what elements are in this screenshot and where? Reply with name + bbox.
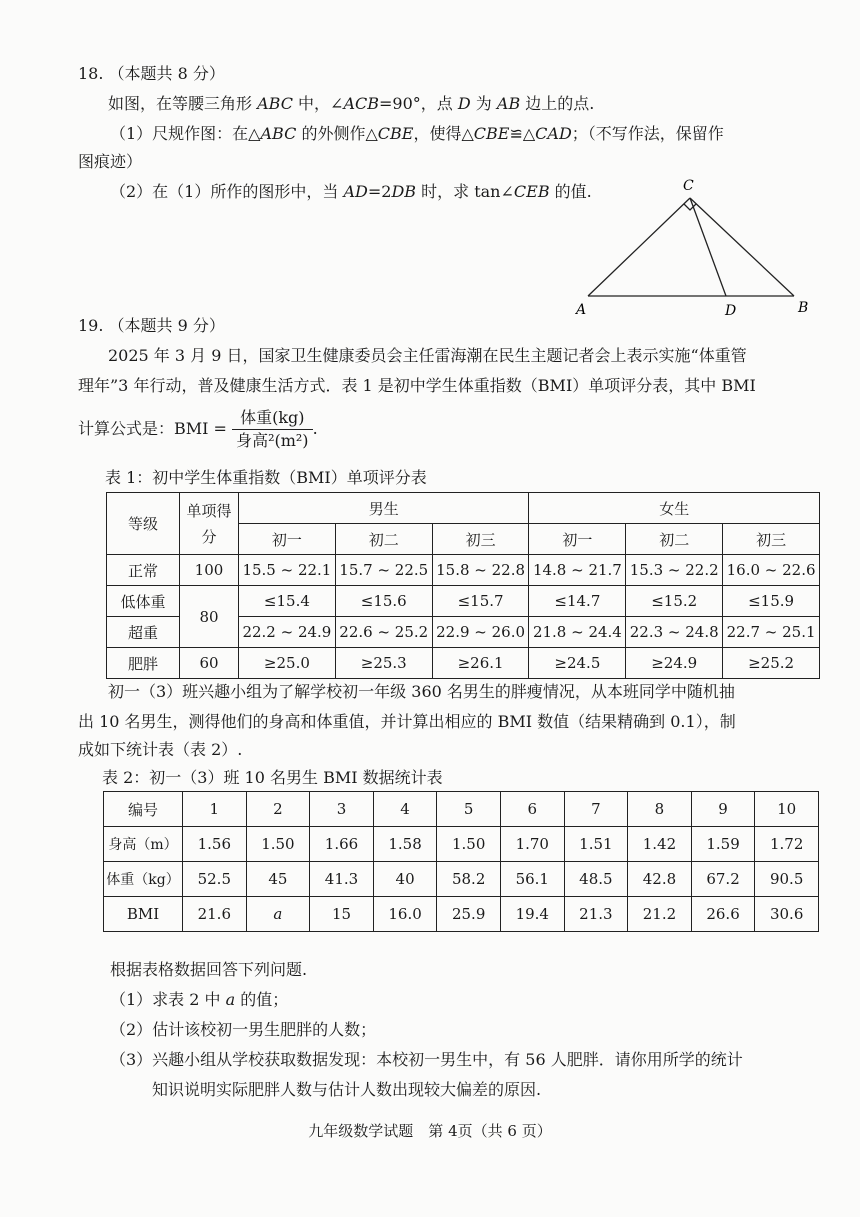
t1-year: 初三 (723, 524, 820, 555)
t1-header-score: 单项得分 (180, 493, 239, 555)
t1-cell: ≤15.9 (723, 586, 820, 617)
t2-row-label: 身高（m） (104, 827, 183, 862)
t1-cell: ≤15.4 (239, 586, 336, 617)
t1-cell: ≤15.2 (626, 586, 723, 617)
t2-cell: 1.56 (183, 827, 247, 862)
t2-cell: 1.66 (310, 827, 374, 862)
segment-cd (690, 198, 726, 296)
t1-cell: ≥24.5 (529, 648, 626, 679)
t1-cell: 22.3 ~ 24.8 (626, 617, 723, 648)
t2-cell: 1.42 (628, 827, 692, 862)
t1-header-female: 女生 (529, 493, 820, 524)
t2-cell: 1.50 (246, 827, 310, 862)
t2-row-label: BMI (104, 897, 183, 932)
t1-score: 60 (180, 648, 239, 679)
table-row (104, 897, 819, 932)
bmi-data-table (103, 791, 819, 932)
table2-caption: 表 2：初一（3）班 10 名男生 BMI 数据统计表 (102, 768, 443, 787)
q18-part1: （1）尺规作图：在△ABC 的外侧作△CBE，使得△CBE≌△CAD；（不写作法，保留作 (110, 124, 724, 143)
t1-score: 100 (180, 555, 239, 586)
t1-cell: ≥26.1 (432, 648, 529, 679)
q19-part3-line1: （3）兴趣小组从学校获取数据发现：本校初一男生中，有 56 人肥胖．请你用所学的统计 (110, 1050, 743, 1069)
t2-cell: 4 (373, 792, 437, 827)
t2-cell: 10 (755, 792, 819, 827)
table-row (104, 827, 819, 862)
t2-cell: 21.6 (183, 897, 247, 932)
t2-cell: 19.4 (500, 897, 564, 932)
t1-cell: 15.8 ~ 22.8 (432, 555, 529, 586)
t2-cell: 21.3 (564, 897, 628, 932)
formula-fraction: $\frac{\text{体重(kg)}}{\text{身高²(m²)}}$ (232, 407, 313, 452)
t1-cell: 22.7 ~ 25.1 (723, 617, 820, 648)
label-b: B (798, 300, 809, 316)
t2-cell: 25.9 (437, 897, 501, 932)
q19-ask: 根据表格数据回答下列问题. (110, 960, 308, 979)
t2-cell: 1.51 (564, 827, 628, 862)
table-row (107, 648, 820, 679)
label-c: C (683, 178, 694, 194)
t1-cell: 15.7 ~ 22.5 (335, 555, 432, 586)
t1-cell: 15.3 ~ 22.2 (626, 555, 723, 586)
t2-row-label: 体重（kg） (104, 862, 183, 897)
t2-cell: 40 (373, 862, 437, 897)
t2-cell: 1 (183, 792, 247, 827)
t1-cell: 22.6 ~ 25.2 (335, 617, 432, 648)
q19-part1: （1）求表 2 中 a 的值； (110, 990, 289, 1009)
t2-cell: 8 (628, 792, 692, 827)
t1-header-grade: 等级 (107, 493, 180, 555)
q18-part1-cont: 图痕迹） (78, 152, 143, 171)
t1-cell: 22.9 ~ 26.0 (432, 617, 529, 648)
table1-caption: 表 1：初中学生体重指数（BMI）单项评分表 (105, 468, 427, 487)
t1-cell: ≤15.6 (335, 586, 432, 617)
t2-cell: 9 (691, 792, 755, 827)
side-ac (588, 198, 690, 296)
q19-intro-line2: 理年”3 年行动，普及健康生活方式．表 1 是初中学生体重指数（BMI）单项评分表，其中 BMI (78, 376, 756, 395)
t2-cell: 1.59 (691, 827, 755, 862)
t2-cell: a (246, 897, 310, 932)
t1-score: 80 (180, 586, 239, 648)
t1-cell: 15.5 ~ 22.1 (239, 555, 336, 586)
q19-part3-line2: 知识说明实际肥胖人数与估计人数出现较大偏差的原因. (152, 1080, 542, 1099)
t1-grade: 正常 (107, 555, 180, 586)
q19-intro-line1: 2025 年 3 月 9 日，国家卫生健康委员会主任雷海潮在民生主题记者会上表示实施“体重管 (108, 346, 747, 365)
q18-part2: （2）在（1）所作的图形中，当 AD=2DB 时，求 tan∠CEB 的值. (110, 182, 592, 201)
t1-cell: ≥25.2 (723, 648, 820, 679)
page-footer: 九年级数学试题 第 4页（共 6 页） (308, 1122, 552, 1140)
q19-mid-line1: 初一（3）班兴趣小组为了解学校初一年级 360 名男生的胖瘦情况，从本班同学中随机抽 (108, 682, 735, 701)
t2-cell: 5 (437, 792, 501, 827)
q19-heading: 19. （本题共 9 分） (78, 316, 225, 335)
t2-cell: 41.3 (310, 862, 374, 897)
t2-cell: 45 (246, 862, 310, 897)
t2-cell: 2 (246, 792, 310, 827)
t1-cell: 14.8 ~ 21.7 (529, 555, 626, 586)
t1-grade: 超重 (107, 617, 180, 648)
t1-cell: ≥25.0 (239, 648, 336, 679)
t1-cell: 21.8 ~ 24.4 (529, 617, 626, 648)
t2-cell: 67.2 (691, 862, 755, 897)
t1-grade: 低体重 (107, 586, 180, 617)
t2-row-label: 编号 (104, 792, 183, 827)
t2-cell: 1.70 (500, 827, 564, 862)
t2-cell: 42.8 (628, 862, 692, 897)
t2-cell: 1.72 (755, 827, 819, 862)
t2-cell: 16.0 (373, 897, 437, 932)
table-row (107, 586, 820, 617)
t1-year: 初一 (529, 524, 626, 555)
q19-mid-line3: 成如下统计表（表 2）. (78, 740, 243, 759)
t2-cell: 15 (310, 897, 374, 932)
label-a: A (576, 302, 587, 318)
t1-cell: 16.0 ~ 22.6 (723, 555, 820, 586)
q18-heading: 18. （本题共 8 分） (78, 64, 225, 83)
t2-cell: 26.6 (691, 897, 755, 932)
label-d: D (725, 303, 737, 319)
side-cb (690, 198, 794, 296)
t1-year: 初二 (335, 524, 432, 555)
t1-cell: ≤15.7 (432, 586, 529, 617)
t1-cell: 22.2 ~ 24.9 (239, 617, 336, 648)
t2-cell: 48.5 (564, 862, 628, 897)
q19-mid-line2: 出 10 名男生，测得他们的身高和体重值，并计算出相应的 BMI 数值（结果精确到 0.1），制 (78, 712, 736, 731)
t2-cell: 56.1 (500, 862, 564, 897)
bmi-score-table (106, 492, 820, 679)
q18-stem: 如图，在等腰三角形 ABC 中，∠ACB=90°，点 D 为 AB 边上的点. (108, 94, 595, 113)
table-row (104, 862, 819, 897)
t1-year: 初三 (432, 524, 529, 555)
t1-header-male: 男生 (239, 493, 529, 524)
table-row (104, 792, 819, 827)
t1-grade: 肥胖 (107, 648, 180, 679)
t2-cell: 90.5 (755, 862, 819, 897)
bmi-formula: 计算公式是：BMI = $\frac{\text{体重(kg)}}{\text{身高²(m²)}}$ . (78, 408, 318, 450)
t1-cell: ≥25.3 (335, 648, 432, 679)
t2-cell: 21.2 (628, 897, 692, 932)
t2-cell: 6 (500, 792, 564, 827)
t2-cell: 58.2 (437, 862, 501, 897)
t2-cell: 30.6 (755, 897, 819, 932)
t1-year: 初二 (626, 524, 723, 555)
table-row (107, 555, 820, 586)
t2-cell: 1.50 (437, 827, 501, 862)
t2-cell: 3 (310, 792, 374, 827)
t1-cell: ≥24.9 (626, 648, 723, 679)
t2-cell: 1.58 (373, 827, 437, 862)
t2-cell: 52.5 (183, 862, 247, 897)
triangle-figure (570, 176, 820, 321)
t1-cell: ≤14.7 (529, 586, 626, 617)
t2-cell: 7 (564, 792, 628, 827)
t1-year: 初一 (239, 524, 336, 555)
q19-part2: （2）估计该校初一男生肥胖的人数； (110, 1020, 377, 1039)
